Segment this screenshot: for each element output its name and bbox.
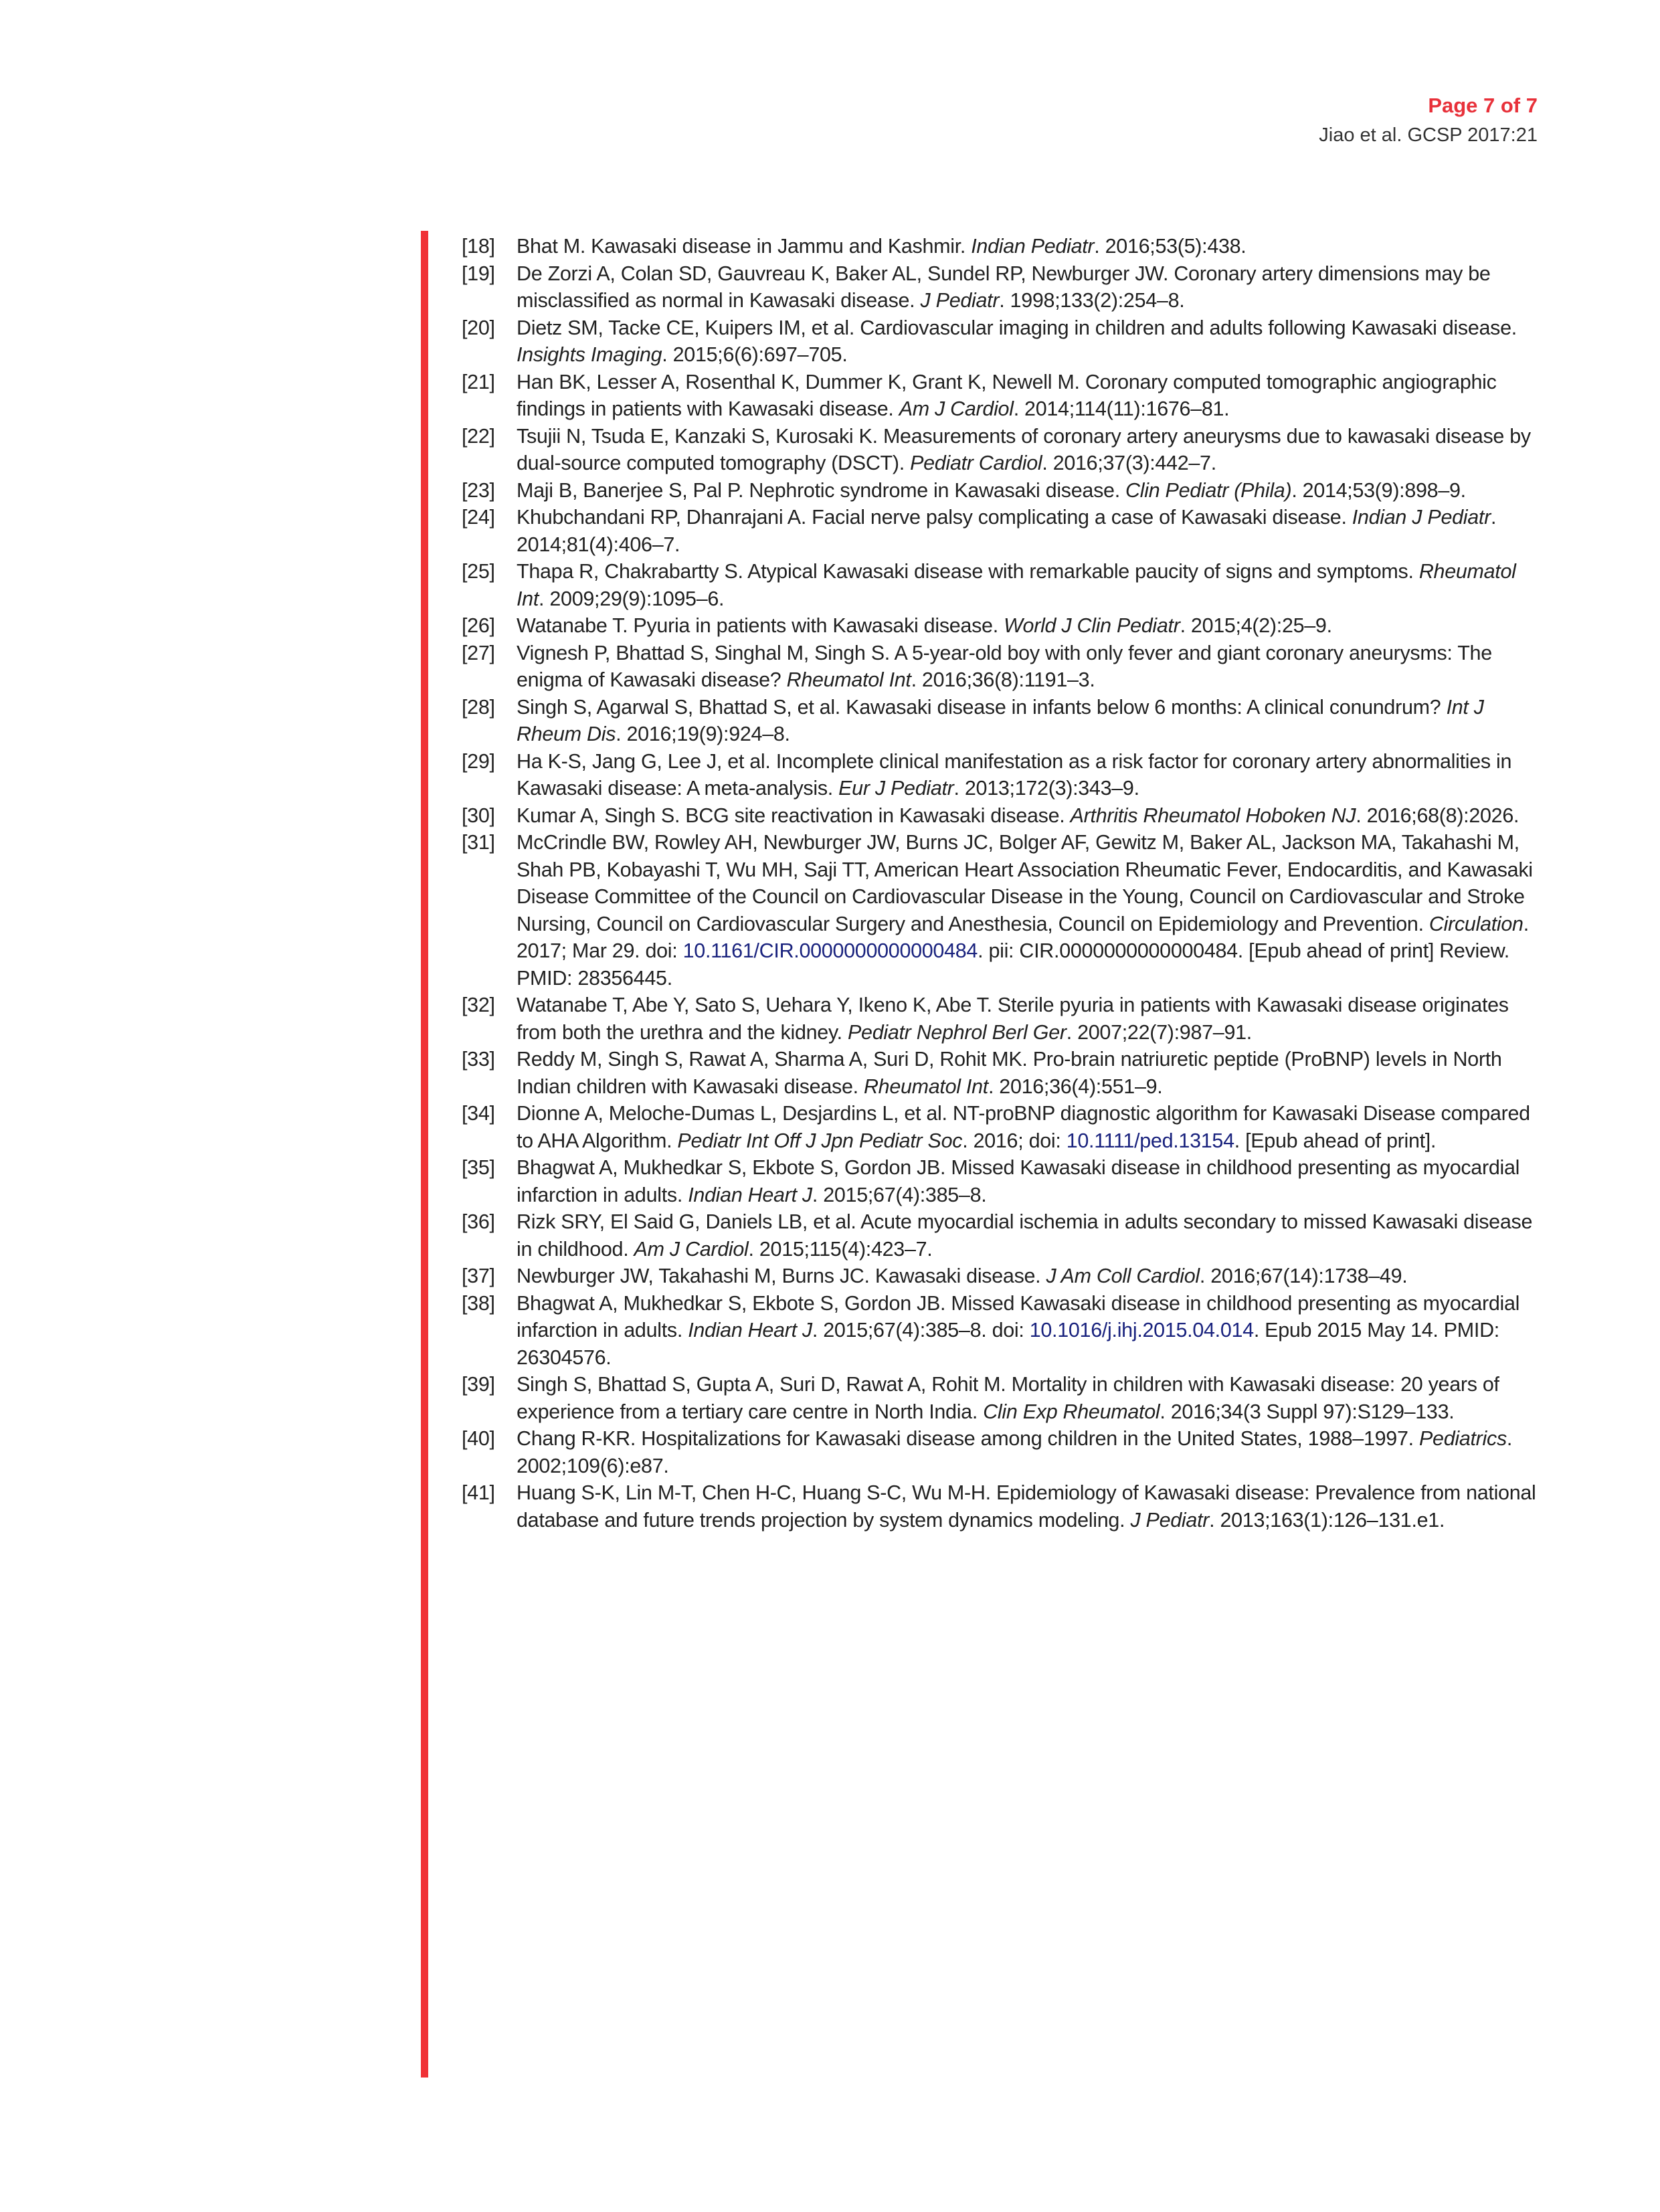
reference-number: [19] <box>462 262 495 285</box>
reference-number: [41] <box>462 1481 495 1504</box>
reference-citation: . 2016;34(3 Suppl 97):S129–133. <box>1160 1400 1455 1423</box>
reference-authors-title: Singh S, Bhattad S, Gupta A, Suri D, Rawat A, Rohit M. Mortality in children with Kawasaki disease: 20 years of experience from a tertiary care centre in North India. <box>517 1373 1499 1423</box>
reference-item <box>462 748 1546 802</box>
reference-item <box>462 423 1546 477</box>
reference-number: [38] <box>462 1291 495 1315</box>
reference-number: [27] <box>462 641 495 664</box>
reference-tail: . Epub 2015 May 14. PMID: 26304576. <box>517 1319 1499 1369</box>
reference-authors-title: Dionne A, Meloche-Dumas L, Desjardins L, et al. NT-proBNP diagnostic algorithm for Kawasaki Disease compared to AHA Algorithm. <box>517 1102 1530 1152</box>
reference-text <box>517 1479 1546 1534</box>
reference-citation: . 2016;36(4):551–9. <box>988 1075 1163 1098</box>
reference-number: [26] <box>462 614 495 637</box>
reference-journal: Pediatr Cardiol <box>910 452 1042 474</box>
reference-text <box>517 802 1546 830</box>
reference-citation: . 1998;133(2):254–8. <box>999 289 1185 312</box>
reference-number: [22] <box>462 424 495 448</box>
reference-text <box>517 1046 1546 1100</box>
reference-citation: . 2015;67(4):385–8. doi: <box>812 1319 1030 1342</box>
reference-journal: Int J Rheum Dis <box>517 695 1484 745</box>
reference-authors-title: Reddy M, Singh S, Rawat A, Sharma A, Suri D, Rohit MK. Pro-brain natriuretic peptide (ProBNP) levels in North Indian children with Kawasaki disease. <box>517 1048 1502 1098</box>
reference-authors-title: Watanabe T, Abe Y, Sato S, Uehara Y, Ikeno K, Abe T. Sterile pyuria in patients with Kawasaki disease originates from both the urethra and the kidney. <box>517 994 1509 1044</box>
reference-authors-title: Dietz SM, Tacke CE, Kuipers IM, et al. Cardiovascular imaging in children and adults following Kawasaki disease. <box>517 316 1517 339</box>
reference-number: [39] <box>462 1373 495 1396</box>
reference-citation: . 2016;53(5):438. <box>1094 235 1247 258</box>
reference-number: [33] <box>462 1048 495 1071</box>
reference-journal: Clin Pediatr (Phila) <box>1125 478 1292 502</box>
reference-text <box>517 314 1546 369</box>
reference-number: [29] <box>462 749 495 773</box>
reference-item <box>462 1046 1546 1100</box>
reference-journal: Am J Cardiol <box>899 397 1014 420</box>
margin-rule <box>421 231 428 2078</box>
reference-number: [37] <box>462 1265 495 1287</box>
reference-citation: . 2013;172(3):343–9. <box>953 777 1139 800</box>
reference-citation: . 2016;36(8):1191–3. <box>911 668 1095 691</box>
reference-item <box>462 1263 1546 1290</box>
reference-journal: Clin Exp Rheumatol <box>983 1400 1160 1423</box>
reference-authors-title: Vignesh P, Bhattad S, Singhal M, Singh S. A 5-year-old boy with only fever and giant coronary aneurysms: The enigma of Kawasaki disease? <box>517 641 1492 691</box>
reference-number: [30] <box>462 804 495 827</box>
reference-authors-title: Watanabe T. Pyuria in patients with Kawasaki disease. <box>517 614 1004 637</box>
reference-item <box>462 1479 1546 1534</box>
reference-text <box>517 369 1546 423</box>
reference-authors-title: Newburger JW, Takahashi M, Burns JC. Kawasaki disease. <box>517 1265 1046 1287</box>
reference-text <box>517 504 1546 558</box>
reference-text <box>517 829 1546 992</box>
reference-number: [20] <box>462 316 495 339</box>
reference-number: [35] <box>462 1156 495 1179</box>
reference-text <box>517 612 1546 640</box>
reference-journal: Arthritis Rheumatol Hoboken NJ <box>1070 804 1356 827</box>
reference-item <box>462 829 1546 992</box>
reference-text <box>517 1263 1546 1290</box>
reference-citation: . 2014;81(4):406–7. <box>517 506 1497 556</box>
reference-item <box>462 1425 1546 1479</box>
doi-link[interactable]: 10.1016/j.ihj.2015.04.014 <box>1029 1319 1254 1342</box>
reference-authors-title: Han BK, Lesser A, Rosenthal K, Dummer K, Grant K, Newell M. Coronary computed tomographic angiographic findings in patients with Kawasaki disease. <box>517 370 1497 420</box>
reference-item <box>462 1208 1546 1263</box>
reference-authors-title: De Zorzi A, Colan SD, Gauvreau K, Baker AL, Sundel RP, Newburger JW. Coronary artery dimensions may be misclassified as normal in Kawasaki disease. <box>517 262 1491 312</box>
reference-authors-title: Bhagwat A, Mukhedkar S, Ekbote S, Gordon JB. Missed Kawasaki disease in childhood presenting as myocardial infarction in adults. <box>517 1291 1520 1342</box>
reference-journal: J Pediatr <box>920 289 1000 312</box>
reference-item <box>462 1290 1546 1372</box>
reference-list <box>462 233 1546 1534</box>
reference-journal: Rheumatol Int <box>786 668 911 691</box>
reference-authors-title: Huang S-K, Lin M-T, Chen H-C, Huang S-C, Wu M-H. Epidemiology of Kawasaki disease: Prevalence from national database and future trends projection by system dynamics modeling. <box>517 1481 1536 1532</box>
reference-citation: . 2015;115(4):423–7. <box>748 1237 933 1261</box>
reference-authors-title: Bhat M. Kawasaki disease in Jammu and Kashmir. <box>517 235 972 258</box>
reference-number: [25] <box>462 560 495 583</box>
reference-journal: Indian Heart J <box>688 1183 812 1206</box>
reference-text <box>517 1208 1546 1263</box>
reference-text <box>517 558 1546 612</box>
reference-citation: . 2015;67(4):385–8. <box>812 1183 987 1206</box>
reference-citation: . 2007;22(7):987–91. <box>1066 1020 1252 1044</box>
reference-item <box>462 477 1546 504</box>
page-number: Page 7 of 7 <box>1428 94 1538 117</box>
reference-journal: Rheumatol Int <box>863 1075 988 1098</box>
reference-journal: World J Clin Pediatr <box>1004 614 1180 637</box>
reference-citation: . 2014;53(9):898–9. <box>1291 478 1466 502</box>
reference-journal: Pediatr Nephrol Berl Ger <box>847 1020 1067 1044</box>
reference-text <box>517 260 1546 314</box>
reference-item <box>462 314 1546 369</box>
reference-text <box>517 748 1546 802</box>
reference-number: [34] <box>462 1102 495 1125</box>
reference-citation: . 2015;6(6):697–705. <box>662 343 848 366</box>
reference-authors-title: Ha K-S, Jang G, Lee J, et al. Incomplete clinical manifestation as a risk factor for coronary artery abnormalities in Kawasaki disease: A meta-analysis. <box>517 749 1512 800</box>
reference-item <box>462 1100 1546 1154</box>
reference-item <box>462 1371 1546 1425</box>
reference-journal: Am J Cardiol <box>634 1237 749 1261</box>
doi-link[interactable]: 10.1161/CIR.0000000000000484 <box>682 939 978 962</box>
reference-citation: . 2009;29(9):1095–6. <box>539 587 725 610</box>
reference-text <box>517 640 1546 694</box>
reference-journal: Insights Imaging <box>517 343 662 366</box>
reference-tail: . pii: CIR.0000000000000484. [Epub ahead of print] Review. PMID: 28356445. <box>517 939 1509 990</box>
reference-number: [18] <box>462 235 495 258</box>
reference-citation: . 2016;68(8):2026. <box>1356 804 1519 827</box>
reference-tail: . [Epub ahead of print]. <box>1234 1129 1437 1152</box>
doi-link[interactable]: 10.1111/ped.13154 <box>1066 1129 1234 1152</box>
reference-item <box>462 504 1546 558</box>
reference-item <box>462 694 1546 748</box>
reference-journal: J Pediatr <box>1130 1508 1210 1532</box>
reference-journal: Pediatrics <box>1418 1427 1507 1450</box>
reference-text <box>517 1154 1546 1208</box>
reference-text <box>517 1371 1546 1425</box>
reference-citation: . 2016;37(3):442–7. <box>1042 452 1216 474</box>
reference-item <box>462 612 1546 640</box>
reference-text <box>517 1425 1546 1479</box>
reference-item <box>462 260 1546 314</box>
reference-item <box>462 369 1546 423</box>
reference-authors-title: Rizk SRY, El Said G, Daniels LB, et al. Acute myocardial ischemia in adults secondary to missed Kawasaki disease in childhood. <box>517 1210 1533 1261</box>
reference-item <box>462 640 1546 694</box>
reference-item <box>462 992 1546 1046</box>
reference-text <box>517 477 1546 504</box>
reference-authors-title: McCrindle BW, Rowley AH, Newburger JW, Burns JC, Bolger AF, Gewitz M, Baker AL, Jackson MA, Takahashi M, Shah PB, Kobayashi T, Wu MH, Saji TT, American Heart Association Rheumatic Fever, Endocarditis, and Kawasaki Disease Committee of the Council on Cardiovascular Disease in the Young, Council on Cardiovascular and Stroke Nursing, Council on Cardiovascular Surgery and Anesthesia, Council on Epidemiology and Prevention. <box>517 831 1533 935</box>
reference-journal: Indian J Pediatr <box>1352 506 1491 529</box>
reference-journal: Indian Pediatr <box>971 235 1095 258</box>
reference-item <box>462 802 1546 830</box>
reference-authors-title: Khubchandani RP, Dhanrajani A. Facial nerve palsy complicating a case of Kawasaki disease. <box>517 506 1352 529</box>
reference-text <box>517 1100 1546 1154</box>
reference-journal: Pediatr Int Off J Jpn Pediatr Soc <box>677 1129 963 1152</box>
reference-text <box>517 992 1546 1046</box>
running-head: Jiao et al. GCSP 2017:21 <box>1319 124 1538 146</box>
reference-journal: Indian Heart J <box>688 1319 812 1342</box>
reference-number: [36] <box>462 1210 495 1233</box>
reference-citation: . 2016; doi: <box>962 1129 1067 1152</box>
reference-text <box>517 423 1546 477</box>
reference-journal: J Am Coll Cardiol <box>1046 1265 1200 1287</box>
reference-citation: . 2002;109(6):e87. <box>517 1427 1513 1477</box>
reference-item <box>462 233 1546 260</box>
reference-citation: . 2016;67(14):1738–49. <box>1199 1265 1408 1287</box>
reference-journal: Eur J Pediatr <box>838 777 954 800</box>
reference-authors-title: Bhagwat A, Mukhedkar S, Ekbote S, Gordon JB. Missed Kawasaki disease in childhood presenting as myocardial infarction in adults. <box>517 1156 1520 1206</box>
reference-authors-title: Tsujii N, Tsuda E, Kanzaki S, Kurosaki K. Measurements of coronary artery aneurysms due to kawasaki disease by dual-source computed tomography (DSCT). <box>517 424 1531 474</box>
reference-text <box>517 1290 1546 1372</box>
reference-number: [23] <box>462 478 495 502</box>
reference-number: [21] <box>462 370 495 393</box>
reference-citation: . 2013;163(1):126–131.e1. <box>1209 1508 1445 1532</box>
reference-authors-title: Chang R-KR. Hospitalizations for Kawasaki disease among children in the United States, 1988–1997. <box>517 1427 1419 1450</box>
reference-authors-title: Thapa R, Chakrabartty S. Atypical Kawasaki disease with remarkable paucity of signs and symptoms. <box>517 560 1419 583</box>
reference-item <box>462 1154 1546 1208</box>
reference-authors-title: Singh S, Agarwal S, Bhattad S, et al. Kawasaki disease in infants below 6 months: A clinical conundrum? <box>517 695 1447 719</box>
reference-citation: . 2016;19(9):924–8. <box>616 723 790 745</box>
reference-number: [31] <box>462 831 495 854</box>
reference-number: [40] <box>462 1427 495 1450</box>
reference-text <box>517 233 1546 260</box>
reference-text <box>517 694 1546 748</box>
reference-authors-title: Maji B, Banerjee S, Pal P. Nephrotic syndrome in Kawasaki disease. <box>517 478 1126 502</box>
reference-authors-title: Kumar A, Singh S. BCG site reactivation in Kawasaki disease. <box>517 804 1071 827</box>
reference-citation: . 2015;4(2):25–9. <box>1180 614 1332 637</box>
reference-journal: Rheumatol Int <box>517 560 1516 610</box>
reference-citation: . 2017; Mar 29. doi: <box>517 912 1529 962</box>
reference-citation: . 2014;114(11):1676–81. <box>1013 397 1230 420</box>
reference-number: [32] <box>462 994 495 1016</box>
reference-number: [24] <box>462 506 495 529</box>
reference-item <box>462 558 1546 612</box>
reference-number: [28] <box>462 695 495 719</box>
reference-journal: Circulation <box>1428 912 1524 935</box>
